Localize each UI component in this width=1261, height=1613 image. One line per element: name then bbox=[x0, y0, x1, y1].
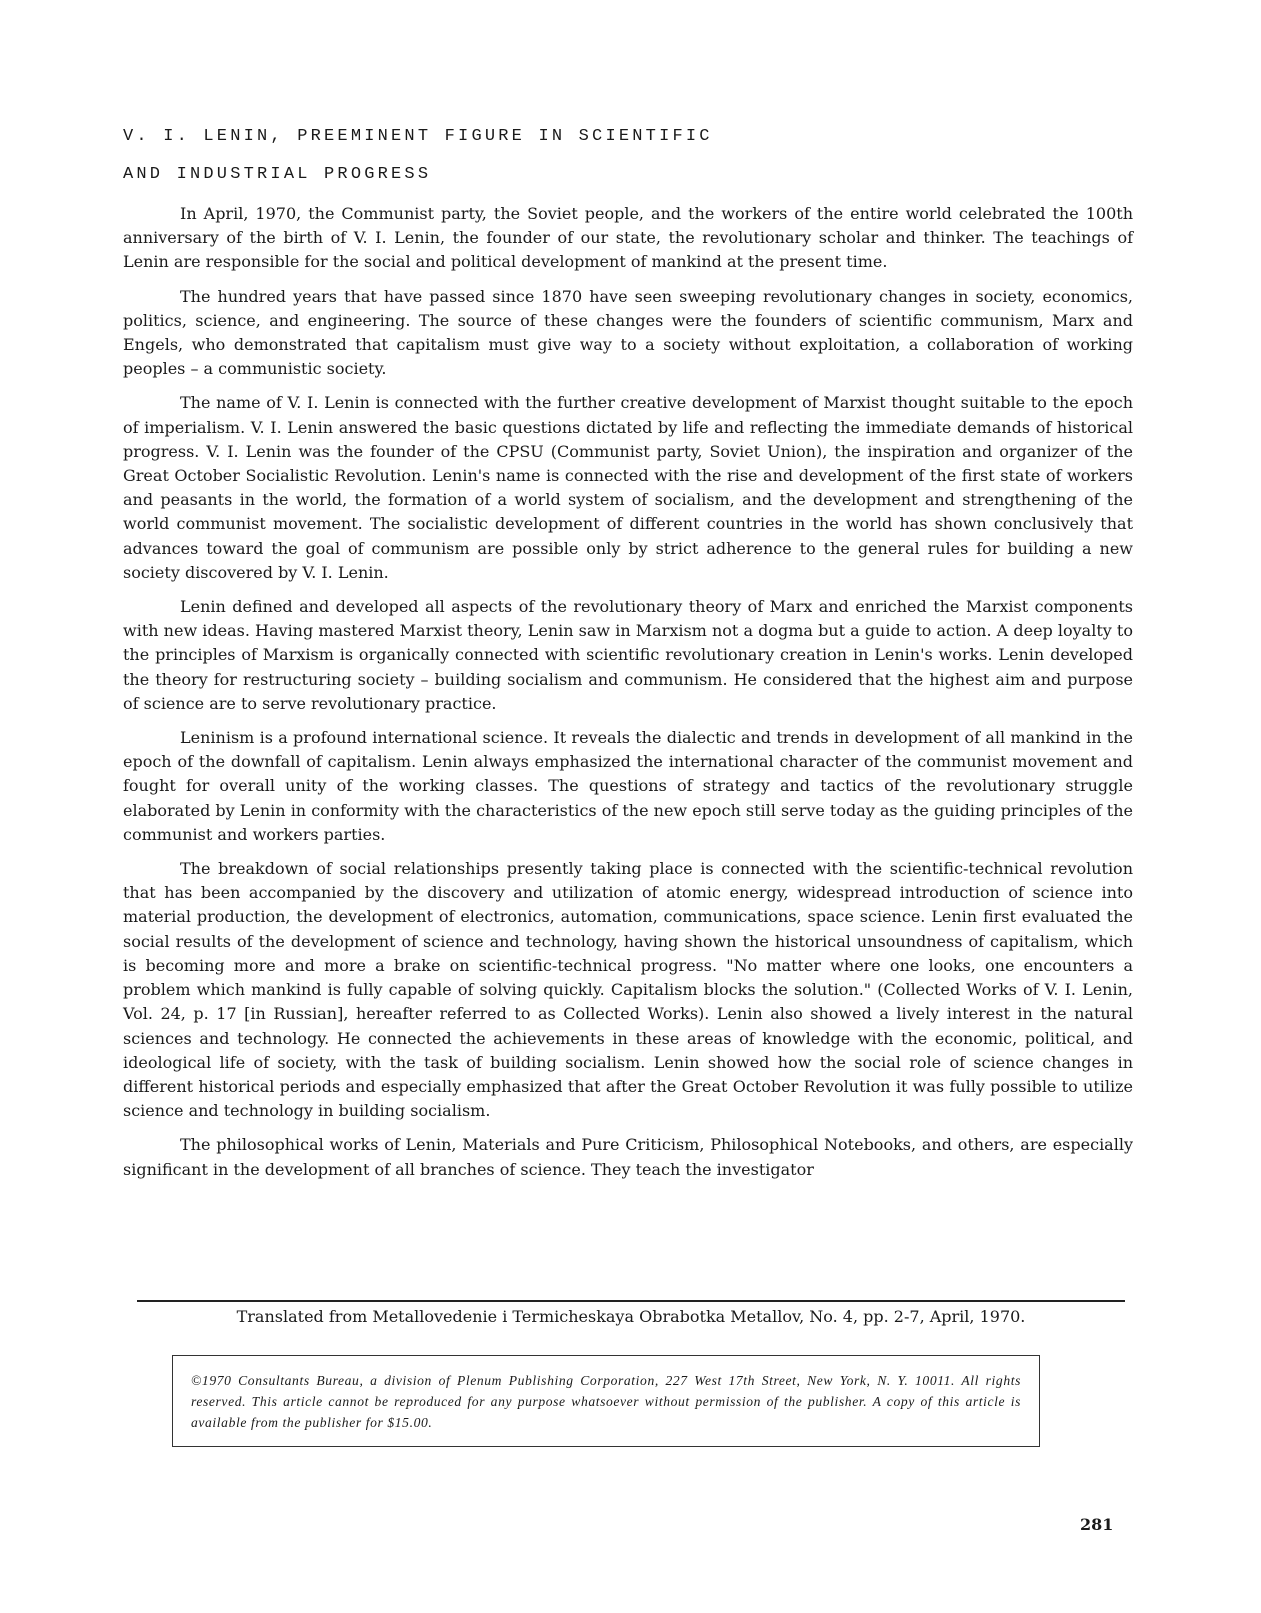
paragraph-3: The name of V. I. Lenin is connected with the further creative development of Marxist thought suitable to the epoch of imperialism. V. I. Lenin answered the basic questions dictated by life and reflecting the immediate demands of historical progress. V. I. Lenin was the founder of the CPSU (Communist party, Soviet Union), the inspiration and organizer of the Great October Socialistic Revolution. Lenin's name is connected with the rise and development of the first state of workers and peasants in the world, the formation of a world system of socialism, and the development and strengthening of the world communist movement. The socialistic development of different countries in the world has shown conclusively that advances toward the goal of communism are possible only by strict adherence to the general rules for building a new society discovered by V. I. Lenin. bbox=[123, 393, 1133, 582]
paragraph-6: The breakdown of social relationships presently taking place is connected with the scientific-technical revolution that has been accompanied by the discovery and utilization of atomic energy, widespread introduction of science into material production, the development of electronics, automation, communications, space science. Lenin first evaluated the social results of the development of science and technology, having shown the historical unsoundness of capitalism, which is becoming more and more a brake on scientific-technical progress. "No matter where one looks, one encounters a problem which mankind is fully capable of solving quickly. Capitalism blocks the solution." (Collected Works of V. I. Lenin, Vol. 24, p. 17 [in Russian], hereafter referred to as Collected Works). Lenin also showed a lively interest in the natural sciences and technology. He connected the achievements in these areas of knowledge with the economic, political, and ideological life of society, with the task of building socialism. Lenin showed how the social role of science changes in different historical periods and especially emphasized that after the Great October Revolution it was fully possible to utilize science and technology in building socialism. bbox=[123, 859, 1133, 1121]
article-title-line-1: V. I. LENIN, PREEMINENT FIGURE IN SCIENTIFIC bbox=[123, 127, 713, 146]
article-title-line-2: AND INDUSTRIAL PROGRESS bbox=[123, 165, 432, 184]
footer-divider bbox=[137, 1300, 1125, 1302]
paragraph-2: The hundred years that have passed since 1870 have seen sweeping revolutionary changes in society, economics, politics, science, and engineering. The source of these changes were the founders of scientific communism, Marx and Engels, who demonstrated that capitalism must give way to a society without exploitation, a collaboration of working peoples – a communistic society. bbox=[123, 286, 1133, 379]
copyright-notice: ©1970 Consultants Bureau, a division of Plenum Publishing Corporation, 227 West 17th Street, New York, N. Y. 10011. All rights reserved. This article cannot be reproduced for any purpose whatsoever without permission of the publisher. A copy of this article is available from the publisher for $15.00. bbox=[191, 1373, 1021, 1430]
article-title bbox=[123, 118, 1123, 194]
article-body bbox=[123, 202, 1133, 1192]
page-number: 281 bbox=[1080, 1515, 1114, 1534]
paragraph-5: Leninism is a profound international science. It reveals the dialectic and trends in development of all mankind in the epoch of the downfall of capitalism. Lenin always emphasized the international character of the communist movement and fought for overall unity of the working classes. The questions of strategy and tactics of the revolutionary struggle elaborated by Lenin in conformity with the characteristics of the new epoch still serve today as the guiding principles of the communist and workers parties. bbox=[123, 728, 1133, 844]
translation-note: Translated from Metallovedenie i Termicheskaya Obrabotka Metallov, No. 4, pp. 2-7, April, 1970. bbox=[236, 1307, 1026, 1326]
paragraph-4: Lenin defined and developed all aspects of the revolutionary theory of Marx and enriched the Marxist components with new ideas. Having mastered Marxist theory, Lenin saw in Marxism not a dogma but a guide to action. A deep loyalty to the principles of Marxism is organically connected with scientific revolutionary creation in Lenin's works. Lenin developed the theory for restructuring society – building socialism and communism. He considered that the highest aim and purpose of science are to serve revolutionary practice. bbox=[123, 597, 1133, 713]
paragraph-1: In April, 1970, the Communist party, the Soviet people, and the workers of the entire world celebrated the 100th anniversary of the birth of V. I. Lenin, the founder of our state, the revolutionary scholar and thinker. The teachings of Lenin are responsible for the social and political development of mankind at the present time. bbox=[123, 204, 1133, 272]
copyright-box bbox=[172, 1355, 1040, 1447]
paragraph-7: The philosophical works of Lenin, Materials and Pure Criticism, Philosophical Notebooks, and others, are especially significant in the development of all branches of science. They teach the investigator bbox=[123, 1135, 1133, 1179]
